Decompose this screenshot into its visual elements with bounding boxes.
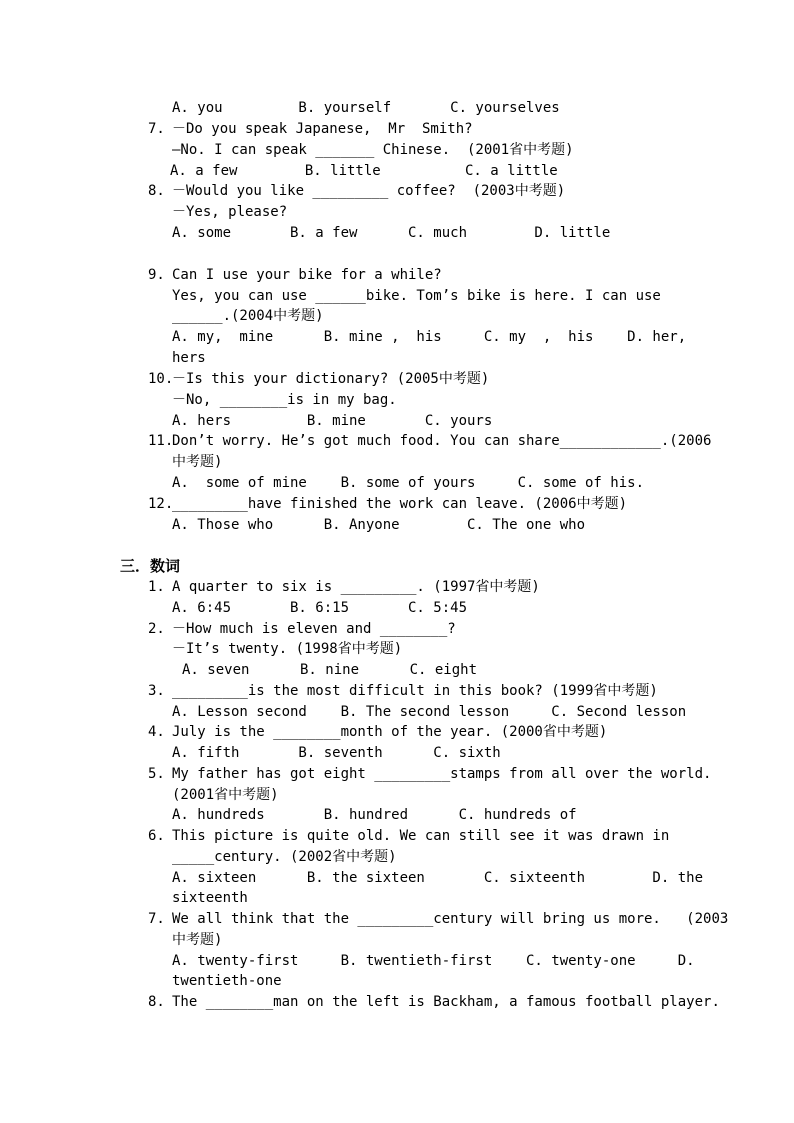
- s3-q7-line2: 中考题): [172, 932, 223, 948]
- q9-line3: ______.(2004中考题): [172, 308, 324, 324]
- s3-q2-options: A. seven B. nine C. eight: [182, 662, 478, 678]
- s3-q1-line1: A quarter to six is _________. (1997省中考题): [172, 579, 540, 595]
- s3-q4-options: A. fifth B. seventh C. sixth: [172, 745, 501, 761]
- q11-number: 11.: [148, 433, 174, 449]
- s3-q4-number: 4.: [148, 724, 165, 740]
- q7-options: A. a few B. little C. a little: [170, 163, 558, 179]
- q8-options: A. some B. a few C. much D. little: [172, 225, 611, 241]
- s3-q5-line1: My father has got eight _________stamps from all over the world.: [172, 766, 712, 782]
- s3-q2-line2: －It’s twenty. (1998省中考题): [172, 641, 403, 657]
- s3-q5-line2: (2001省中考题): [172, 787, 279, 803]
- q7-line2: —No. I can speak _______ Chinese. (2001省中考题): [172, 142, 574, 158]
- s3-q1-number: 1.: [148, 579, 165, 595]
- section-heading: 三．数词: [120, 557, 181, 575]
- q8-number: 8.: [148, 183, 165, 199]
- s3-q7-options-wrap: twentieth-one: [172, 973, 282, 989]
- s3-q5-options: A. hundreds B. hundred C. hundreds of: [172, 807, 577, 823]
- s3-q6-options: A. sixteen B. the sixteen C. sixteenth D. the: [172, 870, 704, 886]
- q10-options: A. hers B. mine C. yours: [172, 413, 493, 429]
- q11-line2: 中考题): [172, 454, 223, 470]
- q8-line2: －Yes, please?: [172, 204, 288, 220]
- q9-options-wrap: hers: [172, 350, 206, 366]
- q12-number: 12.: [148, 496, 174, 512]
- s3-q6-line1: This picture is quite old. We can still see it was drawn in: [172, 828, 670, 844]
- s3-q7-line1: We all think that the _________century will bring us more. (2003: [172, 911, 729, 927]
- s3-q6-options-wrap: sixteenth: [172, 890, 248, 906]
- q7-line1: －Do you speak Japanese, Mr Smith?: [172, 121, 473, 137]
- s3-q1-options: A. 6:45 B. 6:15 C. 5:45: [172, 600, 468, 616]
- s3-q5-number: 5.: [148, 766, 165, 782]
- q10-line1: －Is this your dictionary? (2005中考题): [172, 371, 490, 387]
- q6-options: A. you B. yourself C. yourselves: [172, 100, 560, 116]
- q10-line2: －No, ________is in my bag.: [172, 392, 397, 408]
- s3-q3-number: 3.: [148, 683, 165, 699]
- s3-q7-options: A. twenty-first B. twentieth-first C. twenty-one D.: [172, 953, 695, 969]
- q11-line1: Don’t worry. He’s got much food. You can share____________.(2006: [172, 433, 712, 449]
- s3-q2-number: 2.: [148, 621, 165, 637]
- q7-number: 7.: [148, 121, 165, 137]
- s3-q8-number: 8.: [148, 994, 165, 1010]
- s3-q4-line1: July is the ________month of the year. (2000省中考题): [172, 724, 608, 740]
- q8-line1: －Would you like _________ coffee? (2003中考题): [172, 183, 566, 199]
- s3-q3-options: A. Lesson second B. The second lesson C. Second lesson: [172, 704, 687, 720]
- q12-line1: _________have finished the work can leave. (2006中考题): [172, 496, 628, 512]
- q9-options: A. my, mine B. mine , his C. my , his D. her,: [172, 329, 687, 345]
- q9-line1: Can I use your bike for a while?: [172, 267, 442, 283]
- q12-options: A. Those who B. Anyone C. The one who: [172, 517, 586, 533]
- q9-number: 9.: [148, 267, 165, 283]
- s3-q2-line1: －How much is eleven and ________?: [172, 621, 456, 637]
- s3-q8-line1: The ________man on the left is Backham, a famous football player.: [172, 994, 720, 1010]
- s3-q3-line1: _________is the most difficult in this book? (1999省中考题): [172, 683, 658, 699]
- s3-q7-number: 7.: [148, 911, 165, 927]
- s3-q6-line2: _____century. (2002省中考题): [172, 849, 397, 865]
- q9-line2: Yes, you can use ______bike. Tom’s bike is here. I can use: [172, 288, 661, 304]
- q10-number: 10.: [148, 371, 174, 387]
- s3-q6-number: 6.: [148, 828, 165, 844]
- q11-options: A. some of mine B. some of yours C. some of his.: [172, 475, 645, 491]
